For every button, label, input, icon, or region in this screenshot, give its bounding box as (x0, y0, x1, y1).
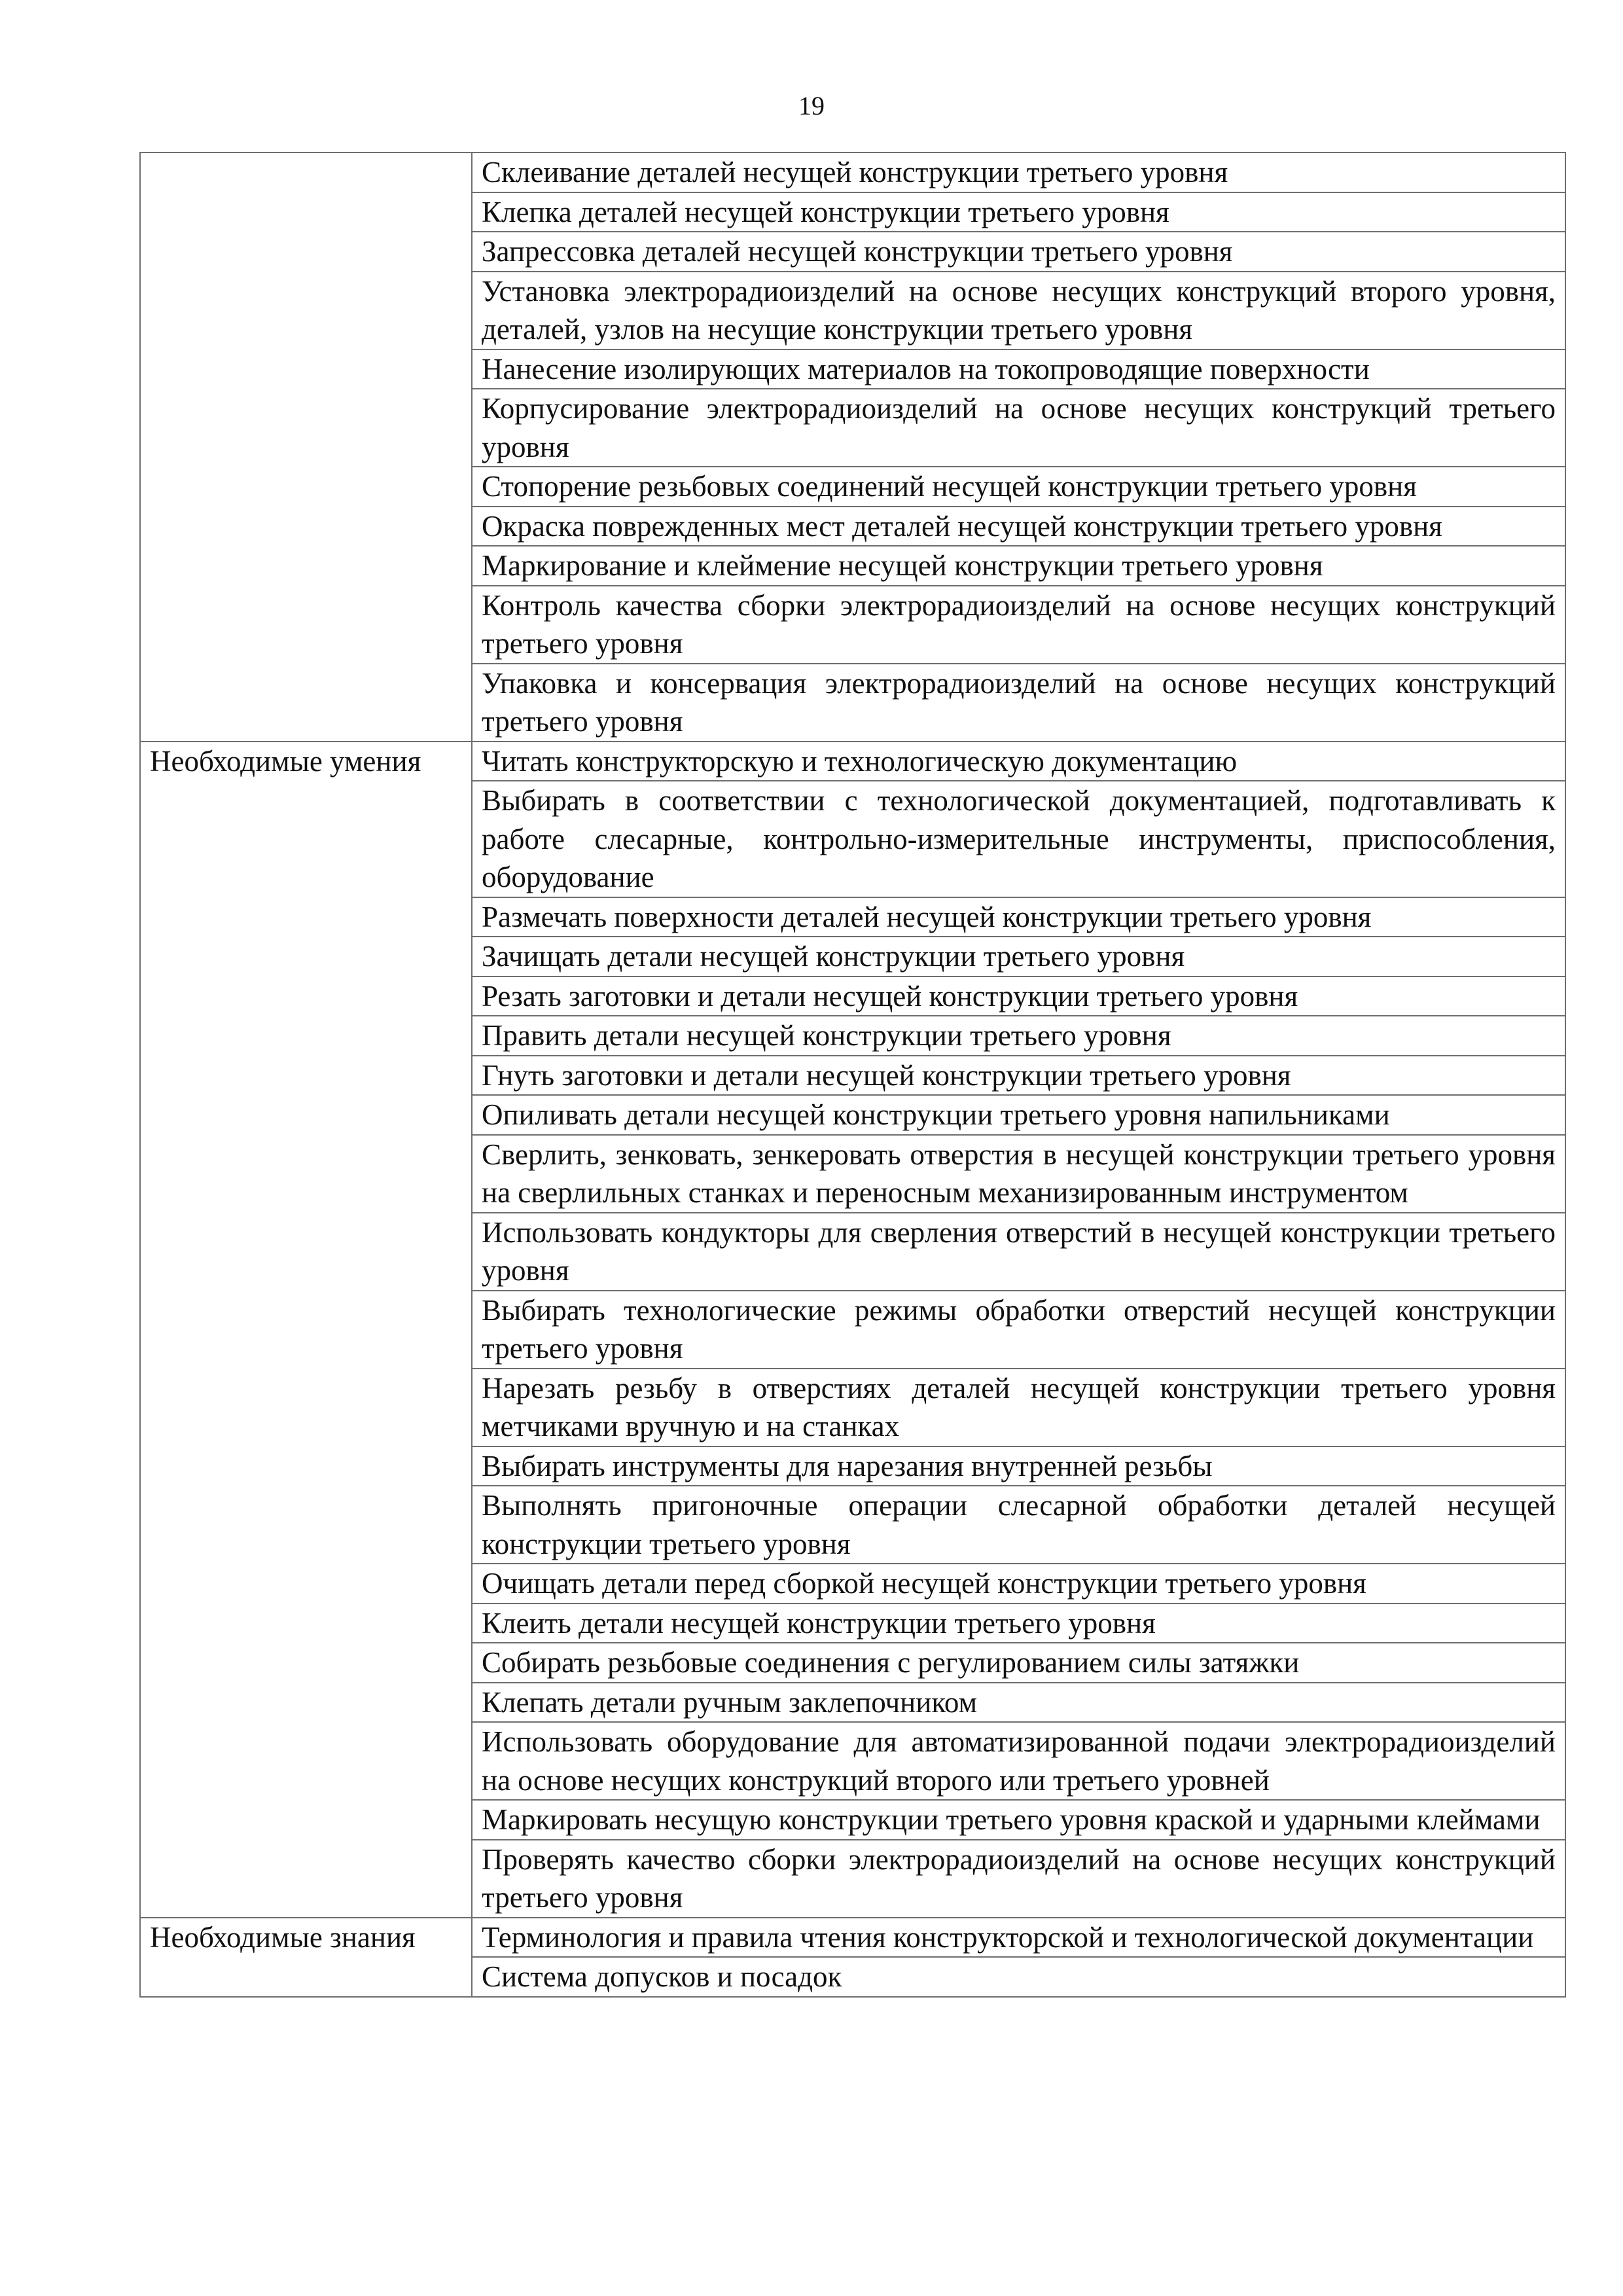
requirement-item: Маркировать несущую конструкции третьего уровня краской и ударными клеймами (472, 1800, 1565, 1840)
section-label-cell (140, 152, 472, 742)
requirement-item: Нанесение изолирующих материалов на токопроводящие поверхности (472, 350, 1565, 389)
requirement-item: Зачищать детали несущей конструкции третьего уровня (472, 937, 1565, 977)
requirement-item: Маркирование и клеймение несущей конструкции третьего уровня (472, 546, 1565, 586)
requirement-item: Склеивание деталей несущей конструкции третьего уровня (472, 152, 1565, 192)
requirement-item: Корпусирование электрорадиоизделий на основе несущих конструкций третьего уровня (472, 389, 1565, 467)
table-row (140, 1918, 1565, 1958)
requirement-item: Контроль качества сборки электрорадиоизделий на основе несущих конструкций третьего уровня (472, 586, 1565, 664)
requirement-item: Система допусков и посадок (472, 1957, 1565, 1997)
requirement-item: Размечать поверхности деталей несущей конструкции третьего уровня (472, 897, 1565, 937)
requirement-item: Использовать оборудование для автоматизированной подачи электрорадиоизделий на основе несущих конструкций второго или третьего уровней (472, 1722, 1565, 1800)
requirement-item: Очищать детали перед сборкой несущей конструкции третьего уровня (472, 1564, 1565, 1604)
requirement-item: Проверять качество сборки электрорадиоизделий на основе несущих конструкций третьего уровня (472, 1840, 1565, 1918)
requirement-item: Окраска поврежденных мест деталей несущей конструкции третьего уровня (472, 507, 1565, 547)
requirement-item: Клепать детали ручным заклепочником (472, 1683, 1565, 1723)
section-label-cell: Необходимые знания (140, 1918, 472, 1997)
table-row (140, 152, 1565, 192)
requirement-item: Править детали несущей конструкции третьего уровня (472, 1016, 1565, 1056)
requirement-item: Опиливать детали несущей конструкции третьего уровня напильниками (472, 1095, 1565, 1135)
page-number: 19 (798, 91, 825, 120)
requirement-item: Клепка деталей несущей конструкции третьего уровня (472, 192, 1565, 232)
requirement-item: Гнуть заготовки и детали несущей конструкции третьего уровня (472, 1056, 1565, 1096)
requirement-item: Выбирать в соответствии с технологической документацией, подготавливать к работе слесарные, контрольно-измерительные инструменты, приспособления, оборудование (472, 781, 1565, 897)
section-label-cell: Необходимые умения (140, 742, 472, 1918)
requirement-item: Нарезать резьбу в отверстиях деталей несущей конструкции третьего уровня метчиками вручную и на станках (472, 1369, 1565, 1446)
requirement-item: Резать заготовки и детали несущей конструкции третьего уровня (472, 977, 1565, 1016)
requirement-item: Установка электрорадиоизделий на основе несущих конструкций второго уровня, деталей, узлов на несущие конструкции третьего уровня (472, 272, 1565, 350)
requirement-item: Выбирать технологические режимы обработки отверстий несущей конструкции третьего уровня (472, 1291, 1565, 1369)
requirement-item: Сверлить, зенковать, зенкеровать отверстия в несущей конструкции третьего уровня на сверлильных станках и переносным механизированным инструментом (472, 1135, 1565, 1213)
requirement-item: Читать конструкторскую и технологическую документацию (472, 742, 1565, 781)
requirement-item: Использовать кондукторы для сверления отверстий в несущей конструкции третьего уровня (472, 1213, 1565, 1291)
requirement-item: Выбирать инструменты для нарезания внутренней резьбы (472, 1446, 1565, 1486)
table-row (140, 742, 1565, 781)
requirements-table (139, 152, 1566, 1998)
requirement-item: Собирать резьбовые соединения с регулированием силы затяжки (472, 1643, 1565, 1683)
table-body (140, 152, 1565, 1997)
requirement-item: Клеить детали несущей конструкции третьего уровня (472, 1604, 1565, 1643)
requirement-item: Упаковка и консервация электрорадиоизделий на основе несущих конструкций третьего уровня (472, 664, 1565, 742)
requirement-item: Терминология и правила чтения конструкторской и технологической документации (472, 1918, 1565, 1958)
requirement-item: Стопорение резьбовых соединений несущей конструкции третьего уровня (472, 467, 1565, 507)
requirement-item: Выполнять пригоночные операции слесарной обработки деталей несущей конструкции третьего уровня (472, 1486, 1565, 1564)
requirement-item: Запрессовка деталей несущей конструкции третьего уровня (472, 232, 1565, 272)
